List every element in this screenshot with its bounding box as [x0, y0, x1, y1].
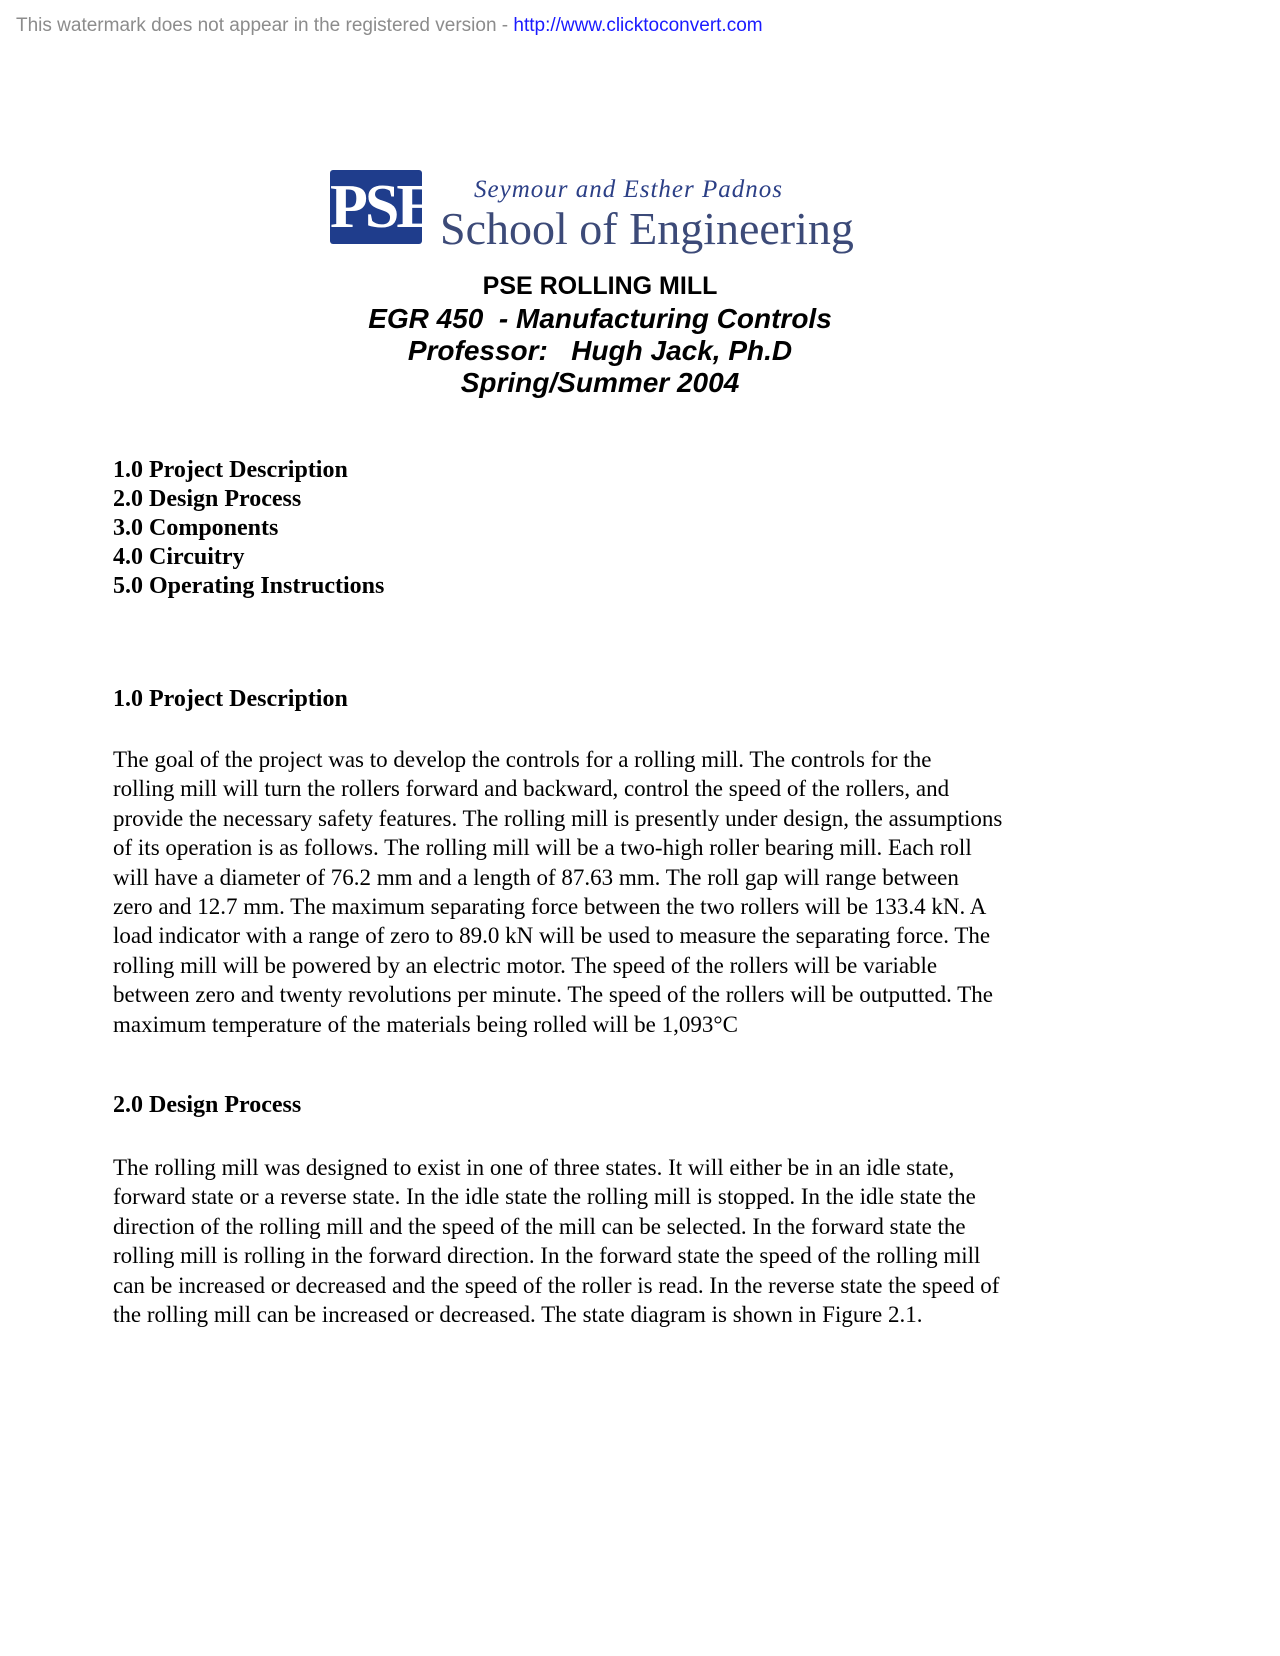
watermark-text: This watermark does not appear in the registered version -	[16, 15, 514, 36]
toc-item: 5.0 Operating Instructions	[113, 573, 385, 599]
course-line: EGR 450 - Manufacturing Controls	[368, 303, 832, 334]
paragraph-line: load indicator with a range of zero to 89.0 kN will be used to measure the separating force. The	[113, 923, 991, 949]
professor-line: Professor: Hugh Jack, Ph.D	[407, 335, 793, 366]
toc-item: 3.0 Components	[113, 515, 279, 541]
title-block	[0, 270, 1200, 399]
paragraph-line: the rolling mill can be increased or decreased. The state diagram is shown in Figure 2.1.	[113, 1302, 923, 1328]
toc-item: 4.0 Circuitry	[113, 544, 245, 570]
paragraph-line: rolling mill will be powered by an electric motor. The speed of the rollers will be variable	[113, 952, 938, 978]
document-title: PSE ROLLING MILL	[482, 272, 718, 300]
paragraph-line: of its operation is as follows. The rolling mill will be a two-high roller bearing mill. Each roll	[113, 835, 972, 861]
school-logo	[318, 150, 878, 275]
paragraph-line: can be increased or decreased and the speed of the roller is read. In the reverse state the speed of	[113, 1272, 1000, 1298]
section-body-design-process	[113, 1153, 999, 1329]
paragraph-line: direction of the rolling mill and the speed of the mill can be selected. In the forward state the	[113, 1213, 966, 1239]
paragraph-line: The goal of the project was to develop the controls for a rolling mill. The controls for the	[113, 747, 932, 772]
toc-item: 1.0 Project Description	[113, 457, 348, 483]
paragraph-line: provide the necessary safety features. The rolling mill is presently under design, the assumptions	[113, 805, 1003, 831]
section-heading-project-description: 1.0 Project Description	[113, 686, 348, 712]
watermark	[16, 15, 763, 37]
paragraph-line: will have a diameter of 76.2 mm and a length of 87.63 mm. The roll gap will range between	[113, 864, 959, 890]
watermark-link[interactable]: http://www.clicktoconvert.com	[513, 15, 763, 36]
paragraph-line: zero and 12.7 mm. The maximum separating force between the two rollers will be 133.4 kN. A	[113, 894, 987, 920]
pse-logo-text: PSE	[330, 173, 435, 241]
section-body-project-description	[113, 745, 1002, 1039]
pse-logo-mark	[330, 170, 435, 244]
table-of-contents	[113, 456, 384, 601]
paragraph-line: rolling mill is rolling in the forward direction. In the forward state the speed of the rolling mill	[113, 1243, 981, 1269]
section-heading-design-process: 2.0 Design Process	[113, 1092, 302, 1118]
paragraph-line: maximum temperature of the materials being rolled will be 1,093°C	[113, 1011, 738, 1037]
paragraph-line: between zero and twenty revolutions per minute. The speed of the rollers will be outputted. The	[113, 982, 993, 1008]
logo-line-donors: Seymour and Esther Padnos	[474, 176, 783, 203]
term-line: Spring/Summer 2004	[460, 367, 740, 398]
paragraph-line: The rolling mill was designed to exist in one of three states. It will either be in an idle state,	[113, 1155, 955, 1180]
toc-item: 2.0 Design Process	[113, 486, 302, 512]
logo-line-school: School of Engineering	[440, 203, 854, 254]
paragraph-line: forward state or a reverse state. In the idle state the rolling mill is stopped. In the idle state the	[113, 1184, 976, 1210]
paragraph-line: rolling mill will turn the rollers forward and backward, control the speed of the rollers, and	[113, 776, 950, 802]
